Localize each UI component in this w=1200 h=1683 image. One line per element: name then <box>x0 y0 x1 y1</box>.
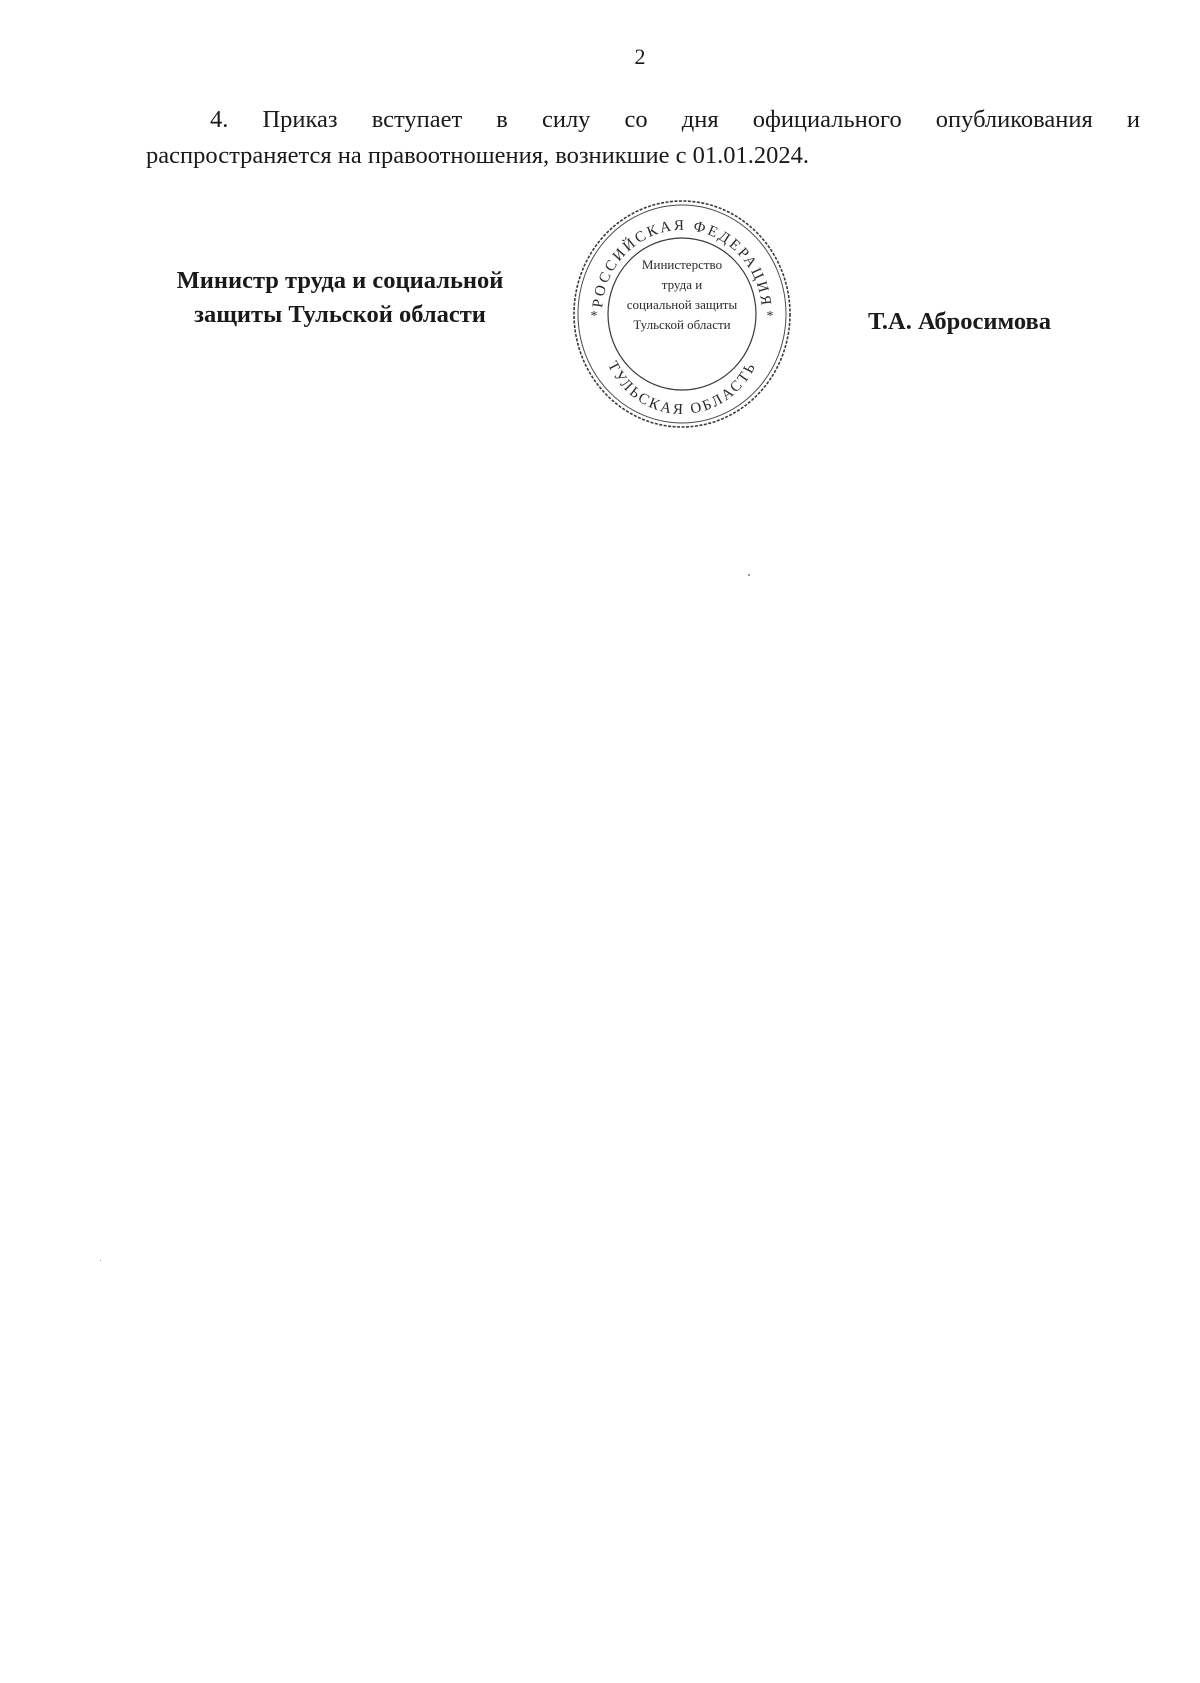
seal-star-right: * <box>766 309 774 324</box>
seal-inner-line-3: социальной защиты <box>626 297 738 312</box>
signatory-name: Т.А. Абросимова <box>868 308 1052 335</box>
page-number: 2 <box>634 44 646 69</box>
seal-outer-text-top: РОССИЙСКАЯ ФЕДЕРАЦИЯ <box>590 217 774 309</box>
body-paragraph <box>146 102 1140 174</box>
official-seal <box>570 196 794 432</box>
signatory-title-line-2: защиты Тульской области <box>194 301 486 328</box>
signatory-title-line-1: Министр труда и социальной <box>176 267 504 294</box>
seal-inner-line-2: труда и <box>661 277 703 292</box>
seal-outer-ring <box>574 201 790 427</box>
signatory-title <box>140 264 540 332</box>
seal-inner-line-4: Тульской области <box>633 317 731 332</box>
paragraph-line-1: 4. Приказ вступает в силу со дня официального опубликования и <box>210 106 1140 133</box>
scan-speck <box>100 1260 101 1261</box>
seal-star-left: * <box>590 309 598 324</box>
seal-outer-text-bottom: ТУЛЬСКАЯ ОБЛАСТЬ <box>604 358 760 419</box>
paragraph-line-2: распространяется на правоотношения, возникшие с 01.01.2024. <box>146 142 810 169</box>
scan-speck <box>748 574 750 576</box>
seal-inner-line-1: Министерство <box>641 257 723 272</box>
